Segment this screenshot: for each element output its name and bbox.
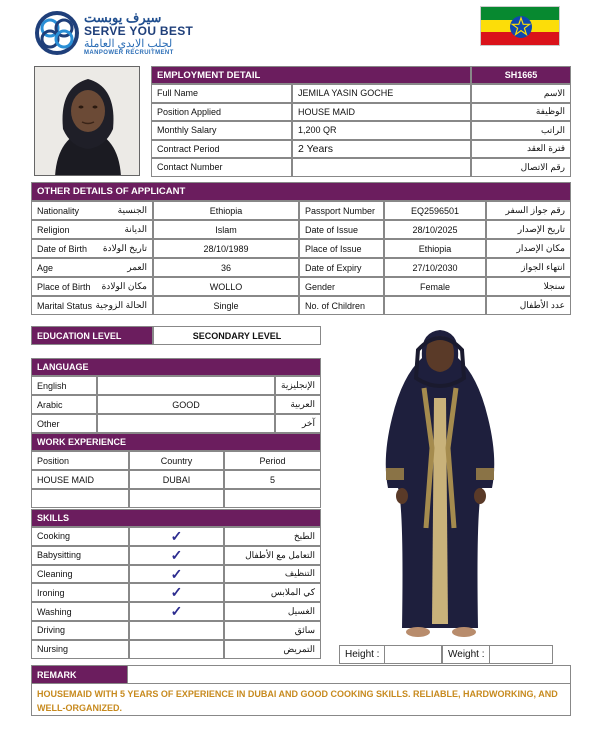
- work-col-position: Position: [31, 451, 129, 470]
- logo-english-tagline: MANPOWER RECRUITMENT: [84, 50, 174, 56]
- employment-field-value: HOUSE MAID: [292, 103, 471, 122]
- skill-checkmark-icon: ✓: [129, 565, 224, 584]
- company-logo: [34, 10, 194, 56]
- skill-checkmark-icon: [129, 621, 224, 640]
- skill-arabic: التمريض: [224, 640, 321, 659]
- measurements-row: [339, 645, 553, 664]
- skill-name: Cooking: [31, 527, 129, 546]
- language-name: Arabic: [31, 395, 97, 414]
- employment-field-arabic: الوظيفة: [471, 103, 571, 122]
- table-row: [31, 414, 321, 433]
- work-position: [31, 489, 129, 508]
- work-experience-table: [31, 433, 321, 508]
- skill-checkmark-icon: ✓: [129, 583, 224, 602]
- work-experience-header: WORK EXPERIENCE: [31, 433, 321, 451]
- other-field-label-cell: [31, 258, 153, 277]
- employment-detail-table: [151, 66, 571, 177]
- table-row: [31, 239, 571, 258]
- employment-field-label: Monthly Salary: [151, 121, 292, 140]
- table-row: [151, 121, 571, 140]
- table-row: [31, 602, 321, 621]
- other-field-label: Religion: [37, 224, 70, 235]
- applicant-headshot: [34, 66, 140, 176]
- other-field-arabic: مكان الولادة: [101, 281, 147, 291]
- other-details-table: [31, 182, 571, 315]
- other-field-label-2: Gender: [299, 277, 384, 296]
- logo-english-name: SERVE YOU BEST: [84, 24, 194, 38]
- work-period: 5: [224, 470, 321, 489]
- other-field-value: WOLLO: [153, 277, 299, 296]
- flag-star-emblem-icon: [509, 15, 533, 39]
- language-name: English: [31, 376, 97, 395]
- table-row: [31, 489, 321, 508]
- education-level-value: SECONDARY LEVEL: [153, 326, 321, 345]
- other-field-arabic-2: تاريخ الإصدار: [486, 220, 571, 239]
- remark-text: HOUSEMAID WITH 5 YEARS OF EXPERIENCE IN DUBAI AND GOOD COOKING SKILLS. RELIABLE, HARDWORKING, AND WELL-ORGANIZED.: [31, 684, 571, 716]
- other-field-value-2: Ethiopia: [384, 239, 486, 258]
- other-field-arabic-2: انتهاء الجواز: [486, 258, 571, 277]
- skill-checkmark-icon: ✓: [129, 602, 224, 621]
- other-field-value: 36: [153, 258, 299, 277]
- employment-field-arabic: الراتب: [471, 121, 571, 140]
- other-field-value-2: Female: [384, 277, 486, 296]
- other-field-arabic: الحالة الزوجية: [95, 300, 147, 310]
- employment-field-value: JEMILA YASIN GOCHE: [292, 84, 471, 103]
- other-field-arabic: العمر: [127, 262, 147, 272]
- table-row: [31, 395, 321, 414]
- skill-checkmark-icon: [129, 640, 224, 659]
- other-field-arabic: الجنسية: [117, 205, 147, 215]
- other-field-value: 28/10/1989: [153, 239, 299, 258]
- skill-arabic: كي الملابس: [224, 583, 321, 602]
- other-field-label-2: No. of Children: [299, 296, 384, 315]
- table-row: [31, 258, 571, 277]
- height-value: [384, 645, 442, 664]
- other-field-value: Islam: [153, 220, 299, 239]
- table-row: [151, 158, 571, 177]
- skill-name: Cleaning: [31, 565, 129, 584]
- other-field-value-2: 28/10/2025: [384, 220, 486, 239]
- skill-name: Washing: [31, 602, 129, 621]
- work-position: HOUSE MAID: [31, 470, 129, 489]
- employment-field-value: [292, 158, 471, 177]
- language-arabic: الإنجليزية: [275, 376, 321, 395]
- language-table: [31, 358, 321, 433]
- other-field-value-2: 27/10/2030: [384, 258, 486, 277]
- work-country: DUBAI: [129, 470, 224, 489]
- other-field-label: Date of Birth: [37, 243, 88, 254]
- work-country: [129, 489, 224, 508]
- language-arabic: العربية: [275, 395, 321, 414]
- other-field-label-2: Place of Issue: [299, 239, 384, 258]
- skill-arabic: الطبخ: [224, 527, 321, 546]
- employment-field-arabic: الاسم: [471, 84, 571, 103]
- employment-field-label: Position Applied: [151, 103, 292, 122]
- other-field-arabic-2: سنجلا: [486, 277, 571, 296]
- other-field-value-2: EQ2596501: [384, 201, 486, 220]
- skill-name: Ironing: [31, 583, 129, 602]
- other-field-label-cell: [31, 220, 153, 239]
- table-row: [31, 546, 321, 565]
- table-row: [31, 565, 321, 584]
- skill-name: Babysitting: [31, 546, 129, 565]
- language-level: GOOD: [97, 395, 275, 414]
- employment-field-label: Contract Period: [151, 140, 292, 159]
- skills-table: [31, 509, 321, 659]
- skills-header: SKILLS: [31, 509, 321, 527]
- table-row: [151, 103, 571, 122]
- other-field-label: Age: [37, 262, 54, 273]
- remark-section: [31, 665, 571, 716]
- other-field-label-cell: [31, 277, 153, 296]
- other-field-value: Single: [153, 296, 299, 315]
- other-field-label-cell: [31, 201, 153, 220]
- table-row: [151, 84, 571, 103]
- logo-knot-icon: [34, 10, 80, 56]
- employment-field-value: 1,200 QR: [292, 121, 471, 140]
- skill-name: Driving: [31, 621, 129, 640]
- language-arabic: آخر: [275, 414, 321, 433]
- work-col-country: Country: [129, 451, 224, 470]
- table-row: [31, 376, 321, 395]
- skill-checkmark-icon: ✓: [129, 546, 224, 565]
- table-row: [31, 640, 321, 659]
- table-row: [31, 220, 571, 239]
- employment-field-value: 2 Years: [292, 140, 471, 159]
- education-level-label: EDUCATION LEVEL: [31, 326, 153, 345]
- table-row: [31, 277, 571, 296]
- employment-field-label: Full Name: [151, 84, 292, 103]
- other-field-arabic-2: عدد الأطفال: [486, 296, 571, 315]
- skill-name: Nursing: [31, 640, 129, 659]
- height-label: Height :: [339, 645, 384, 664]
- other-field-arabic: تاريخ الولادة: [102, 243, 147, 253]
- other-field-label: Nationality: [37, 205, 80, 216]
- other-field-label-2: Date of Issue: [299, 220, 384, 239]
- ethiopia-flag-icon: [480, 6, 560, 46]
- work-period: [224, 489, 321, 508]
- remark-header-filler: [128, 665, 571, 684]
- other-field-label: Place of Birth: [37, 281, 91, 292]
- table-row: [31, 201, 571, 220]
- table-row: [151, 140, 571, 159]
- other-field-arabic: الديانة: [124, 224, 147, 234]
- other-field-label-cell: [31, 296, 153, 315]
- other-details-header: OTHER DETAILS OF APPLICANT: [31, 182, 571, 201]
- table-row: [31, 296, 571, 315]
- table-row: [31, 470, 321, 489]
- other-field-arabic-2: مكان الإصدار: [486, 239, 571, 258]
- applicant-full-photo: [360, 328, 520, 640]
- language-header: LANGUAGE: [31, 358, 321, 376]
- table-row: [31, 583, 321, 602]
- language-level: [97, 414, 275, 433]
- logo-arabic-tagline: لجلب الايدي العاملة: [84, 38, 173, 50]
- other-field-label-cell: [31, 239, 153, 258]
- employment-field-arabic: فترة العقد: [471, 140, 571, 159]
- employment-field-arabic: رقم الاتصال: [471, 158, 571, 177]
- employment-field-label: Contact Number: [151, 158, 292, 177]
- skill-arabic: التنظيف: [224, 565, 321, 584]
- table-row: [31, 527, 321, 546]
- logo-arabic-name: سيرف يوبست: [84, 10, 162, 25]
- weight-label: Weight :: [442, 645, 489, 664]
- reference-number: SH1665: [471, 66, 571, 84]
- employment-detail-header: EMPLOYMENT DETAIL: [151, 66, 471, 84]
- skill-checkmark-icon: ✓: [129, 527, 224, 546]
- other-field-label: Marital Status: [37, 300, 93, 311]
- skill-arabic: التعامل مع الأطفال: [224, 546, 321, 565]
- remark-header: REMARK: [31, 665, 128, 684]
- other-field-label-2: Date of Expiry: [299, 258, 384, 277]
- skill-arabic: الغسيل: [224, 602, 321, 621]
- language-level: [97, 376, 275, 395]
- weight-value: [489, 645, 553, 664]
- education-level-row: [31, 326, 321, 345]
- other-field-value-2: [384, 296, 486, 315]
- work-col-period: Period: [224, 451, 321, 470]
- skill-arabic: سائق: [224, 621, 321, 640]
- other-field-label-2: Passport Number: [299, 201, 384, 220]
- other-field-arabic-2: رقم جواز السفر: [486, 201, 571, 220]
- language-name: Other: [31, 414, 97, 433]
- other-field-value: Ethiopia: [153, 201, 299, 220]
- table-row: [31, 621, 321, 640]
